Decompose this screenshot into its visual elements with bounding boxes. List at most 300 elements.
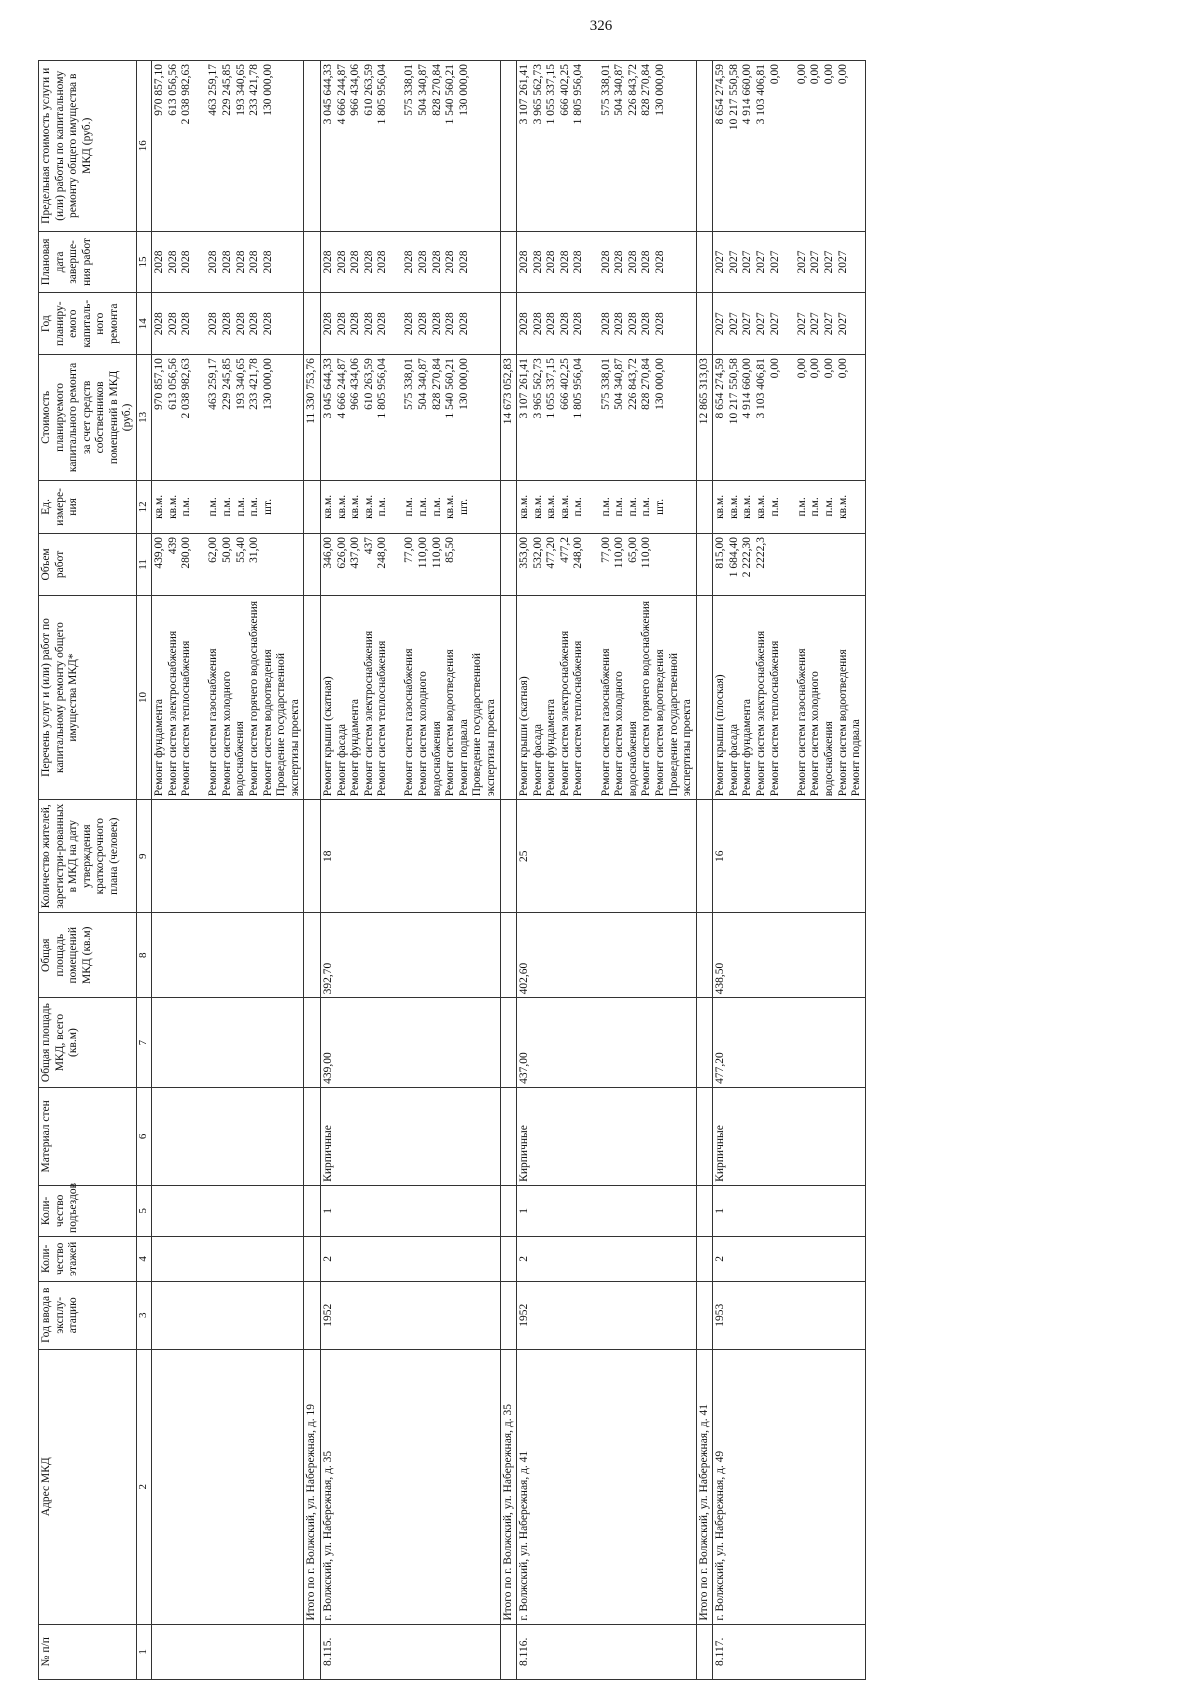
work-end-date: 2028 — [362, 250, 375, 274]
work-item: Ремонт систем электроснабжения — [166, 630, 179, 797]
work-year — [586, 296, 600, 351]
commission-year: 1952 — [517, 1281, 697, 1349]
empty-cell — [696, 1236, 713, 1281]
work-limit-cost: 1 055 337,15 — [545, 64, 558, 125]
work-year: 2028 — [545, 312, 558, 336]
resident-count: 16 — [713, 800, 865, 913]
work-cost: 613 056,56 — [166, 358, 179, 410]
floor-count: 2 — [320, 1236, 500, 1281]
empty-cell — [500, 1087, 517, 1185]
work-volume: 77,00 — [403, 537, 416, 563]
work-volume — [194, 537, 208, 592]
work-unit — [194, 484, 208, 530]
work-unit-cell — [713, 480, 865, 533]
work-volume: 55,40 — [234, 537, 247, 563]
work-year: 2028 — [613, 312, 626, 336]
work-cost: 233 421,78 — [248, 358, 261, 410]
commission-year: 1953 — [713, 1281, 865, 1349]
work-cost: 193 340,65 — [234, 358, 247, 410]
rooms-area: 438,50 — [713, 913, 865, 998]
work-end-date: 2028 — [166, 250, 179, 274]
work-cost: 130 000,00 — [261, 358, 274, 410]
work-year: 2027 — [822, 312, 835, 336]
work-limit-cost: 3 107 261,41 — [518, 64, 531, 125]
work-volume: 439 — [166, 537, 179, 555]
work-year: 2028 — [335, 312, 348, 336]
work-limit-cost-cell — [151, 61, 303, 232]
work-cost — [194, 358, 208, 477]
col-number: 11 — [136, 534, 151, 596]
total-label: Итого по г. Волжский, ул. Набережная, д. 19 — [304, 1349, 321, 1624]
wall-material: Кирпичные — [320, 1087, 500, 1185]
work-limit-cost: 666 402,25 — [558, 64, 571, 116]
col-number: 15 — [136, 231, 151, 293]
work-cost — [390, 358, 404, 477]
col-number: 14 — [136, 293, 151, 355]
work-unit-cell — [320, 480, 500, 533]
work-cost-cell — [713, 355, 865, 481]
work-year: 2027 — [795, 312, 808, 336]
work-end-date: 2028 — [335, 250, 348, 274]
work-end-date: 2028 — [640, 250, 653, 274]
empty-cell — [696, 1185, 713, 1236]
wall-material: Кирпичные — [713, 1087, 865, 1185]
empty-cell — [151, 1236, 303, 1281]
work-limit-cost — [194, 64, 208, 228]
work-year: 2027 — [755, 312, 767, 336]
work-item: Ремонт крыши (плоская) — [714, 674, 727, 797]
work-volume — [809, 537, 823, 592]
empty-cell — [151, 1087, 303, 1185]
rooms-area: 402,60 — [517, 913, 697, 998]
work-volume-cell — [320, 534, 500, 596]
repair-plan-table — [38, 60, 866, 1680]
floor-count: 2 — [517, 1236, 697, 1281]
work-unit: п.м. — [640, 497, 653, 517]
work-unit: шт. — [261, 498, 274, 515]
work-end-date: 2028 — [152, 250, 165, 274]
work-item: Ремонт систем газоснабжения — [403, 648, 416, 797]
work-unit: кв.м. — [714, 494, 727, 519]
work-cost — [586, 358, 600, 477]
continued-works-row — [151, 61, 303, 1680]
total-cost: 14 673 052,83 — [500, 355, 517, 481]
work-end-date: 2028 — [234, 250, 247, 274]
work-item: Ремонт систем горячего водоснабжения — [640, 600, 653, 797]
work-limit-cost: 613 056,56 — [166, 64, 179, 116]
work-volume — [769, 537, 783, 592]
total-row — [304, 61, 321, 1680]
empty-cell — [304, 1236, 321, 1281]
work-volume: 85,50 — [444, 537, 457, 563]
work-limit-cost: 1 540 560,21 — [444, 64, 457, 125]
work-unit-cell — [151, 480, 303, 533]
empty-cell — [151, 800, 303, 913]
work-item: Ремонт систем электроснабжения — [558, 630, 571, 797]
empty-cell — [151, 1281, 303, 1349]
work-limit-cost: 2 038 982,63 — [180, 64, 193, 125]
work-end-date: 2028 — [180, 250, 193, 274]
resident-count: 18 — [320, 800, 500, 913]
work-volume — [782, 537, 796, 592]
work-cost — [782, 358, 796, 477]
work-end-date: 2028 — [531, 250, 544, 274]
empty-cell — [151, 1185, 303, 1236]
work-volume: 110,00 — [640, 537, 653, 569]
work-end-date-cell — [320, 231, 500, 293]
work-cost: 1 540 560,21 — [444, 358, 457, 419]
empty-cell — [500, 1236, 517, 1281]
house-address: г. Волжский, ул. Набережная, д. 49 — [713, 1349, 865, 1624]
work-year: 2028 — [234, 312, 247, 336]
empty-cell — [500, 800, 517, 913]
work-unit: кв.м. — [518, 494, 531, 519]
work-volume: 626,00 — [335, 537, 348, 569]
table-header-row — [39, 61, 137, 1680]
work-year-cell — [320, 293, 500, 355]
total-label: Итого по г. Волжский, ул. Набережная, д. 35 — [500, 1349, 517, 1624]
work-volume: 437 — [362, 537, 375, 555]
work-cost: 610 263,59 — [362, 358, 375, 410]
work-end-date — [782, 235, 796, 290]
work-end-date — [194, 235, 208, 290]
work-unit: п.м. — [572, 497, 585, 517]
work-unit: п.м. — [809, 497, 822, 517]
work-limit-cost: 3 045 644,33 — [321, 64, 334, 125]
resident-count: 25 — [517, 800, 697, 913]
work-limit-cost: 966 434,06 — [349, 64, 362, 116]
row-number: 8.116. — [517, 1624, 697, 1679]
work-volume: 62,00 — [207, 537, 220, 563]
work-limit-cost: 4 666 244,87 — [335, 64, 348, 125]
work-limit-cost: 226 843,72 — [626, 64, 639, 116]
work-volume-cell — [151, 534, 303, 596]
empty-cell — [151, 1624, 303, 1679]
work-item — [586, 599, 600, 797]
total-cost: 12 865 313,03 — [696, 355, 713, 481]
empty-cell — [304, 998, 321, 1087]
work-year: 2028 — [654, 312, 666, 336]
work-volume: 65,00 — [626, 537, 639, 563]
work-year: 2028 — [362, 312, 375, 336]
work-end-date: 2028 — [207, 250, 220, 274]
empty-cell — [500, 1281, 517, 1349]
page-number: 326 — [589, 18, 613, 34]
work-volume — [796, 537, 810, 592]
work-cost: 0,00 — [822, 358, 835, 379]
total-row — [696, 61, 713, 1680]
work-end-date: 2028 — [457, 250, 470, 274]
work-item: Ремонт систем газоснабжения — [207, 648, 220, 797]
work-cost-cell — [151, 355, 303, 481]
work-item: Ремонт систем электроснабжения — [755, 630, 767, 797]
work-limit-cost — [782, 64, 796, 228]
work-unit: шт. — [457, 498, 470, 515]
entrance-count: 1 — [517, 1185, 697, 1236]
work-end-date: 2028 — [321, 250, 334, 274]
work-item: Ремонт систем водоотведения — [444, 649, 457, 797]
work-end-date: 2028 — [376, 250, 389, 274]
work-limit-cost: 193 340,65 — [234, 64, 247, 116]
work-unit: кв.м. — [349, 494, 362, 519]
work-item: Ремонт крыши (скатная) — [518, 676, 531, 797]
work-cost: 130 000,00 — [654, 358, 666, 410]
work-limit-cost: 610 263,59 — [362, 64, 375, 116]
empty-cell — [304, 1087, 321, 1185]
work-limit-cost: 575 338,01 — [403, 64, 416, 116]
col-header-8: Общая площадь помещений МКД (кв.м) — [39, 913, 137, 998]
work-item-cell — [320, 595, 500, 800]
work-cost: 575 338,01 — [403, 358, 416, 410]
work-year — [194, 296, 208, 351]
total-area: 439,00 — [320, 998, 500, 1087]
work-limit-cost — [586, 64, 600, 228]
work-cost: 504 340,87 — [417, 358, 430, 410]
work-cost: 226 843,72 — [626, 358, 639, 410]
work-year — [782, 296, 796, 351]
work-volume: 50,00 — [220, 537, 233, 563]
work-limit-cost: 10 217 550,58 — [727, 64, 740, 131]
empty-cell — [304, 595, 321, 800]
empty-cell — [304, 913, 321, 998]
work-item: Ремонт систем электроснабжения — [362, 630, 375, 797]
work-item: Ремонт систем теплоснабжения — [768, 640, 781, 797]
work-cost: 828 270,84 — [430, 358, 443, 410]
work-cost: 2 038 982,63 — [180, 358, 193, 419]
work-year: 2028 — [207, 312, 220, 336]
col-number: 6 — [136, 1087, 151, 1185]
empty-cell — [304, 1624, 321, 1679]
work-year: 2028 — [349, 312, 362, 336]
work-cost: 4 666 244,87 — [335, 358, 348, 419]
col-number: 10 — [136, 595, 151, 800]
work-unit: п.м. — [822, 497, 835, 517]
col-number: 5 — [136, 1185, 151, 1236]
work-end-date — [586, 235, 600, 290]
work-unit: п.м. — [248, 497, 261, 517]
empty-cell — [500, 480, 517, 533]
work-cost: 666 402,25 — [558, 358, 571, 410]
work-cost: 575 338,01 — [599, 358, 612, 410]
table-body — [151, 61, 865, 1680]
work-limit-cost: 130 000,00 — [654, 64, 666, 116]
empty-cell — [696, 1624, 713, 1679]
work-volume — [837, 537, 851, 592]
work-unit-cell — [517, 480, 697, 533]
work-year: 2028 — [321, 312, 334, 336]
work-unit: п.м. — [599, 497, 612, 517]
empty-cell — [151, 913, 303, 998]
work-limit-cost: 3 103 406,81 — [755, 64, 767, 125]
col-number: 3 — [136, 1281, 151, 1349]
work-volume: 280,00 — [180, 537, 193, 569]
empty-cell — [304, 480, 321, 533]
row-number: 8.117. — [713, 1624, 865, 1679]
work-year: 2028 — [220, 312, 233, 336]
work-item: Ремонт фундамента — [349, 699, 362, 797]
work-volume: 477,2 — [558, 537, 571, 563]
col-header-13: Стоимость планируемого капитального ремонта за счет средств собственников помещений в МКД (руб.) — [39, 355, 137, 481]
work-end-date: 2028 — [349, 250, 362, 274]
work-unit: п.м. — [234, 497, 247, 517]
col-header-4: Коли-чество этажей — [39, 1236, 137, 1281]
work-limit-cost: 0,00 — [809, 64, 822, 85]
work-end-date: 2027 — [822, 250, 835, 274]
house-address: г. Волжский, ул. Набережная, д. 41 — [517, 1349, 697, 1624]
work-limit-cost: 130 000,00 — [457, 64, 470, 116]
work-year-cell — [713, 293, 865, 355]
work-item: Ремонт систем водоотведения — [836, 649, 849, 797]
work-unit: кв.м. — [362, 494, 375, 519]
work-unit: кв.м. — [444, 494, 457, 519]
work-volume — [262, 537, 276, 592]
empty-cell — [696, 1087, 713, 1185]
total-label: Итого по г. Волжский, ул. Набережная, д. 41 — [696, 1349, 713, 1624]
work-end-date-cell — [713, 231, 865, 293]
work-volume: 353,00 — [518, 537, 531, 569]
work-item — [782, 599, 796, 797]
work-cost: 10 217 550,58 — [727, 358, 740, 425]
work-volume — [823, 537, 837, 592]
work-end-date: 2028 — [518, 250, 531, 274]
work-volume: 2 222,30 — [741, 537, 754, 578]
work-end-date-cell — [517, 231, 697, 293]
work-year — [390, 296, 404, 351]
commission-year: 1952 — [320, 1281, 500, 1349]
work-item: Проведение государственной экспертизы проекта — [275, 652, 301, 797]
work-item: Проведение государственной экспертизы проекта — [667, 652, 694, 797]
work-limit-cost-cell — [320, 61, 500, 232]
work-year: 2028 — [417, 312, 430, 336]
work-limit-cost: 0,00 — [822, 64, 835, 85]
work-end-date — [390, 235, 404, 290]
work-volume: 815,00 — [714, 537, 727, 569]
work-volume: 31,00 — [248, 537, 261, 563]
work-year: 2028 — [444, 312, 457, 336]
empty-cell — [696, 231, 713, 293]
work-item: Ремонт фасада — [531, 723, 544, 797]
work-limit-cost: 8 654 274,59 — [714, 64, 727, 125]
work-unit: п.м. — [430, 497, 443, 517]
work-year: 2027 — [768, 312, 781, 336]
col-header-5: Коли-чество подъездов — [39, 1185, 137, 1236]
work-volume: 77,00 — [599, 537, 612, 563]
work-item: Ремонт фасада — [335, 723, 348, 797]
empty-cell — [696, 800, 713, 913]
work-cost: 504 340,87 — [613, 358, 626, 410]
work-limit-cost: 0,00 — [768, 64, 781, 85]
work-limit-cost: 4 914 660,00 — [741, 64, 754, 125]
work-end-date: 2028 — [444, 250, 457, 274]
work-year-cell — [517, 293, 697, 355]
work-unit: п.м. — [626, 497, 639, 517]
work-cost: 966 434,06 — [349, 358, 362, 410]
empty-cell — [500, 1185, 517, 1236]
work-end-date: 2028 — [430, 250, 443, 274]
work-volume: 248,00 — [376, 537, 389, 569]
work-item: Ремонт систем теплоснабжения — [180, 640, 193, 797]
work-limit-cost: 575 338,01 — [599, 64, 612, 116]
work-year: 2028 — [166, 312, 179, 336]
work-volume-cell — [713, 534, 865, 596]
empty-cell — [696, 293, 713, 355]
work-item: Ремонт фундамента — [545, 699, 558, 797]
work-limit-cost: 463 259,17 — [207, 64, 220, 116]
work-year: 2027 — [727, 312, 740, 336]
work-item: Ремонт систем водоотведения — [653, 649, 666, 797]
repair-plan-table-sheet — [38, 60, 1178, 1680]
work-cost: 8 654 274,59 — [714, 358, 727, 419]
work-volume: 532,00 — [531, 537, 544, 569]
empty-cell — [304, 800, 321, 913]
work-end-date: 2028 — [613, 250, 626, 274]
work-end-date: 2028 — [572, 250, 585, 274]
work-unit: кв.м. — [166, 494, 179, 519]
house-row — [517, 61, 697, 1680]
empty-cell — [696, 480, 713, 533]
work-volume: 477,20 — [545, 537, 558, 569]
empty-cell — [304, 534, 321, 596]
work-volume — [654, 537, 668, 592]
work-cost: 463 259,17 — [207, 358, 220, 410]
col-number: 12 — [136, 480, 151, 533]
work-item-cell — [151, 595, 303, 800]
work-volume: 248,00 — [572, 537, 585, 569]
work-cost: 1 805 956,04 — [572, 358, 585, 419]
col-header-6: Материал стен — [39, 1087, 137, 1185]
work-year: 2028 — [599, 312, 612, 336]
empty-cell — [500, 998, 517, 1087]
column-number-row — [136, 61, 151, 1680]
work-limit-cost: 1 805 956,04 — [572, 64, 585, 125]
work-year: 2028 — [430, 312, 443, 336]
work-unit: кв.м. — [321, 494, 334, 519]
work-volume: 437,00 — [349, 537, 362, 569]
work-end-date: 2027 — [809, 250, 822, 274]
empty-cell — [304, 1281, 321, 1349]
work-end-date: 2028 — [558, 250, 571, 274]
empty-cell — [696, 595, 713, 800]
total-row — [500, 61, 517, 1680]
work-cost: 130 000,00 — [457, 358, 470, 410]
empty-cell — [500, 293, 517, 355]
work-limit-cost: 3 965 562,73 — [531, 64, 544, 125]
work-volume: 2222,3 — [755, 537, 767, 569]
work-volume: 110,00 — [613, 537, 626, 569]
empty-cell — [696, 913, 713, 998]
empty-cell — [696, 534, 713, 596]
work-year: 2028 — [261, 312, 274, 336]
work-year: 2028 — [457, 312, 470, 336]
work-unit: кв.м. — [727, 494, 740, 519]
work-limit-cost-cell — [517, 61, 697, 232]
work-cost: 0,00 — [795, 358, 808, 379]
work-limit-cost: 828 270,84 — [430, 64, 443, 116]
work-item: Ремонт систем водоотведения — [261, 649, 274, 797]
work-item: Ремонт систем газоснабжения — [599, 648, 612, 797]
work-end-date: 2027 — [836, 250, 849, 274]
work-item-cell — [517, 595, 697, 800]
work-cost: 3 045 644,33 — [321, 358, 334, 419]
rooms-area: 392,70 — [320, 913, 500, 998]
work-unit: кв.м. — [152, 494, 165, 519]
empty-cell — [304, 1185, 321, 1236]
work-unit: п.м. — [613, 497, 626, 517]
row-number: 8.115. — [320, 1624, 500, 1679]
work-end-date: 2027 — [755, 250, 767, 274]
work-cost: 3 965 562,73 — [531, 358, 544, 419]
empty-cell — [500, 913, 517, 998]
